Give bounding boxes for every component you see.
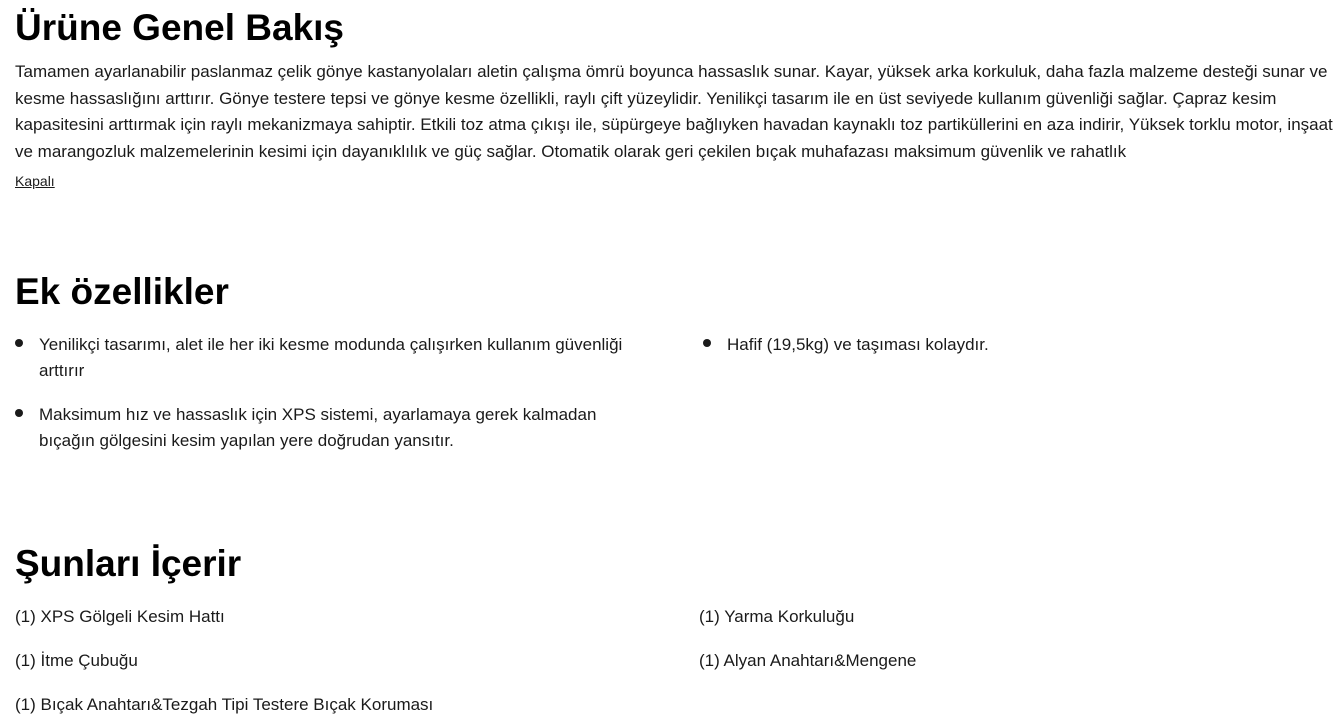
includes-title: Şunları İçerir <box>15 543 242 584</box>
feature-item <box>703 332 1323 358</box>
include-item: (1) Alyan Anahtarı&Mengene <box>699 651 917 670</box>
bullet-icon <box>15 409 23 417</box>
overview-paragraph: Tamamen ayarlanabilir paslanmaz çelik gönye kastanyolaları aletin çalışma ömrü boyunca hassaslık sunar. Kayar, yüksek arka korkuluk, daha fazla malzeme desteği sunar ve kesme hassaslığını arttırır. Gönye testere tepsi ve gönye kesme özellikli, raylı çift yüzeylidir. Yenilikçi tasarım ile en üst seviyede kullanım güvenliği sağlar. Çapraz kesim kapasitesini arttırmak için raylı mekanizmaya sahiptir. Etkili toz atma çıkışı ile, süpürgeye bağlıyken havadan kaynaklı toz partiküllerini en aza indirir, Yüksek torklu motor, inşaat ve marangozluk malzemelerinin kesimi için dayanıklılık ve güç sağlar. Otomatik olarak geri çekilen bıçak muhafazası maksimum güvenlik ve rahatlık <box>15 62 1333 161</box>
include-item: (1) Yarma Korkuluğu <box>699 607 855 626</box>
overview-description <box>15 59 1337 165</box>
include-item: (1) İtme Çubuğu <box>15 651 138 670</box>
feature-item <box>15 332 655 384</box>
overview-title: Ürüne Genel Bakış <box>15 7 345 48</box>
collapse-toggle-link[interactable]: Kapalı <box>15 173 55 189</box>
include-item: (1) XPS Gölgeli Kesim Hattı <box>15 607 225 626</box>
include-item: (1) Bıçak Anahtarı&Tezgah Tipi Testere Bıçak Koruması <box>15 695 434 714</box>
feature-text: Yenilikçi tasarımı, alet ile her iki kesme modunda çalışırken kullanım güvenliği arttırır <box>39 335 623 380</box>
features-list-right <box>703 332 1323 376</box>
feature-text: Hafif (19,5kg) ve taşıması kolaydır. <box>727 335 989 354</box>
feature-text: Maksimum hız ve hassaslık için XPS sistemi, ayarlamaya gerek kalmadan bıçağın gölgesini kesim yapılan yere doğrudan yansıtır. <box>39 405 597 450</box>
bullet-icon <box>703 339 711 347</box>
feature-item <box>15 402 655 454</box>
features-title: Ek özellikler <box>15 271 229 312</box>
features-list-left <box>15 332 655 472</box>
bullet-icon <box>15 339 23 347</box>
